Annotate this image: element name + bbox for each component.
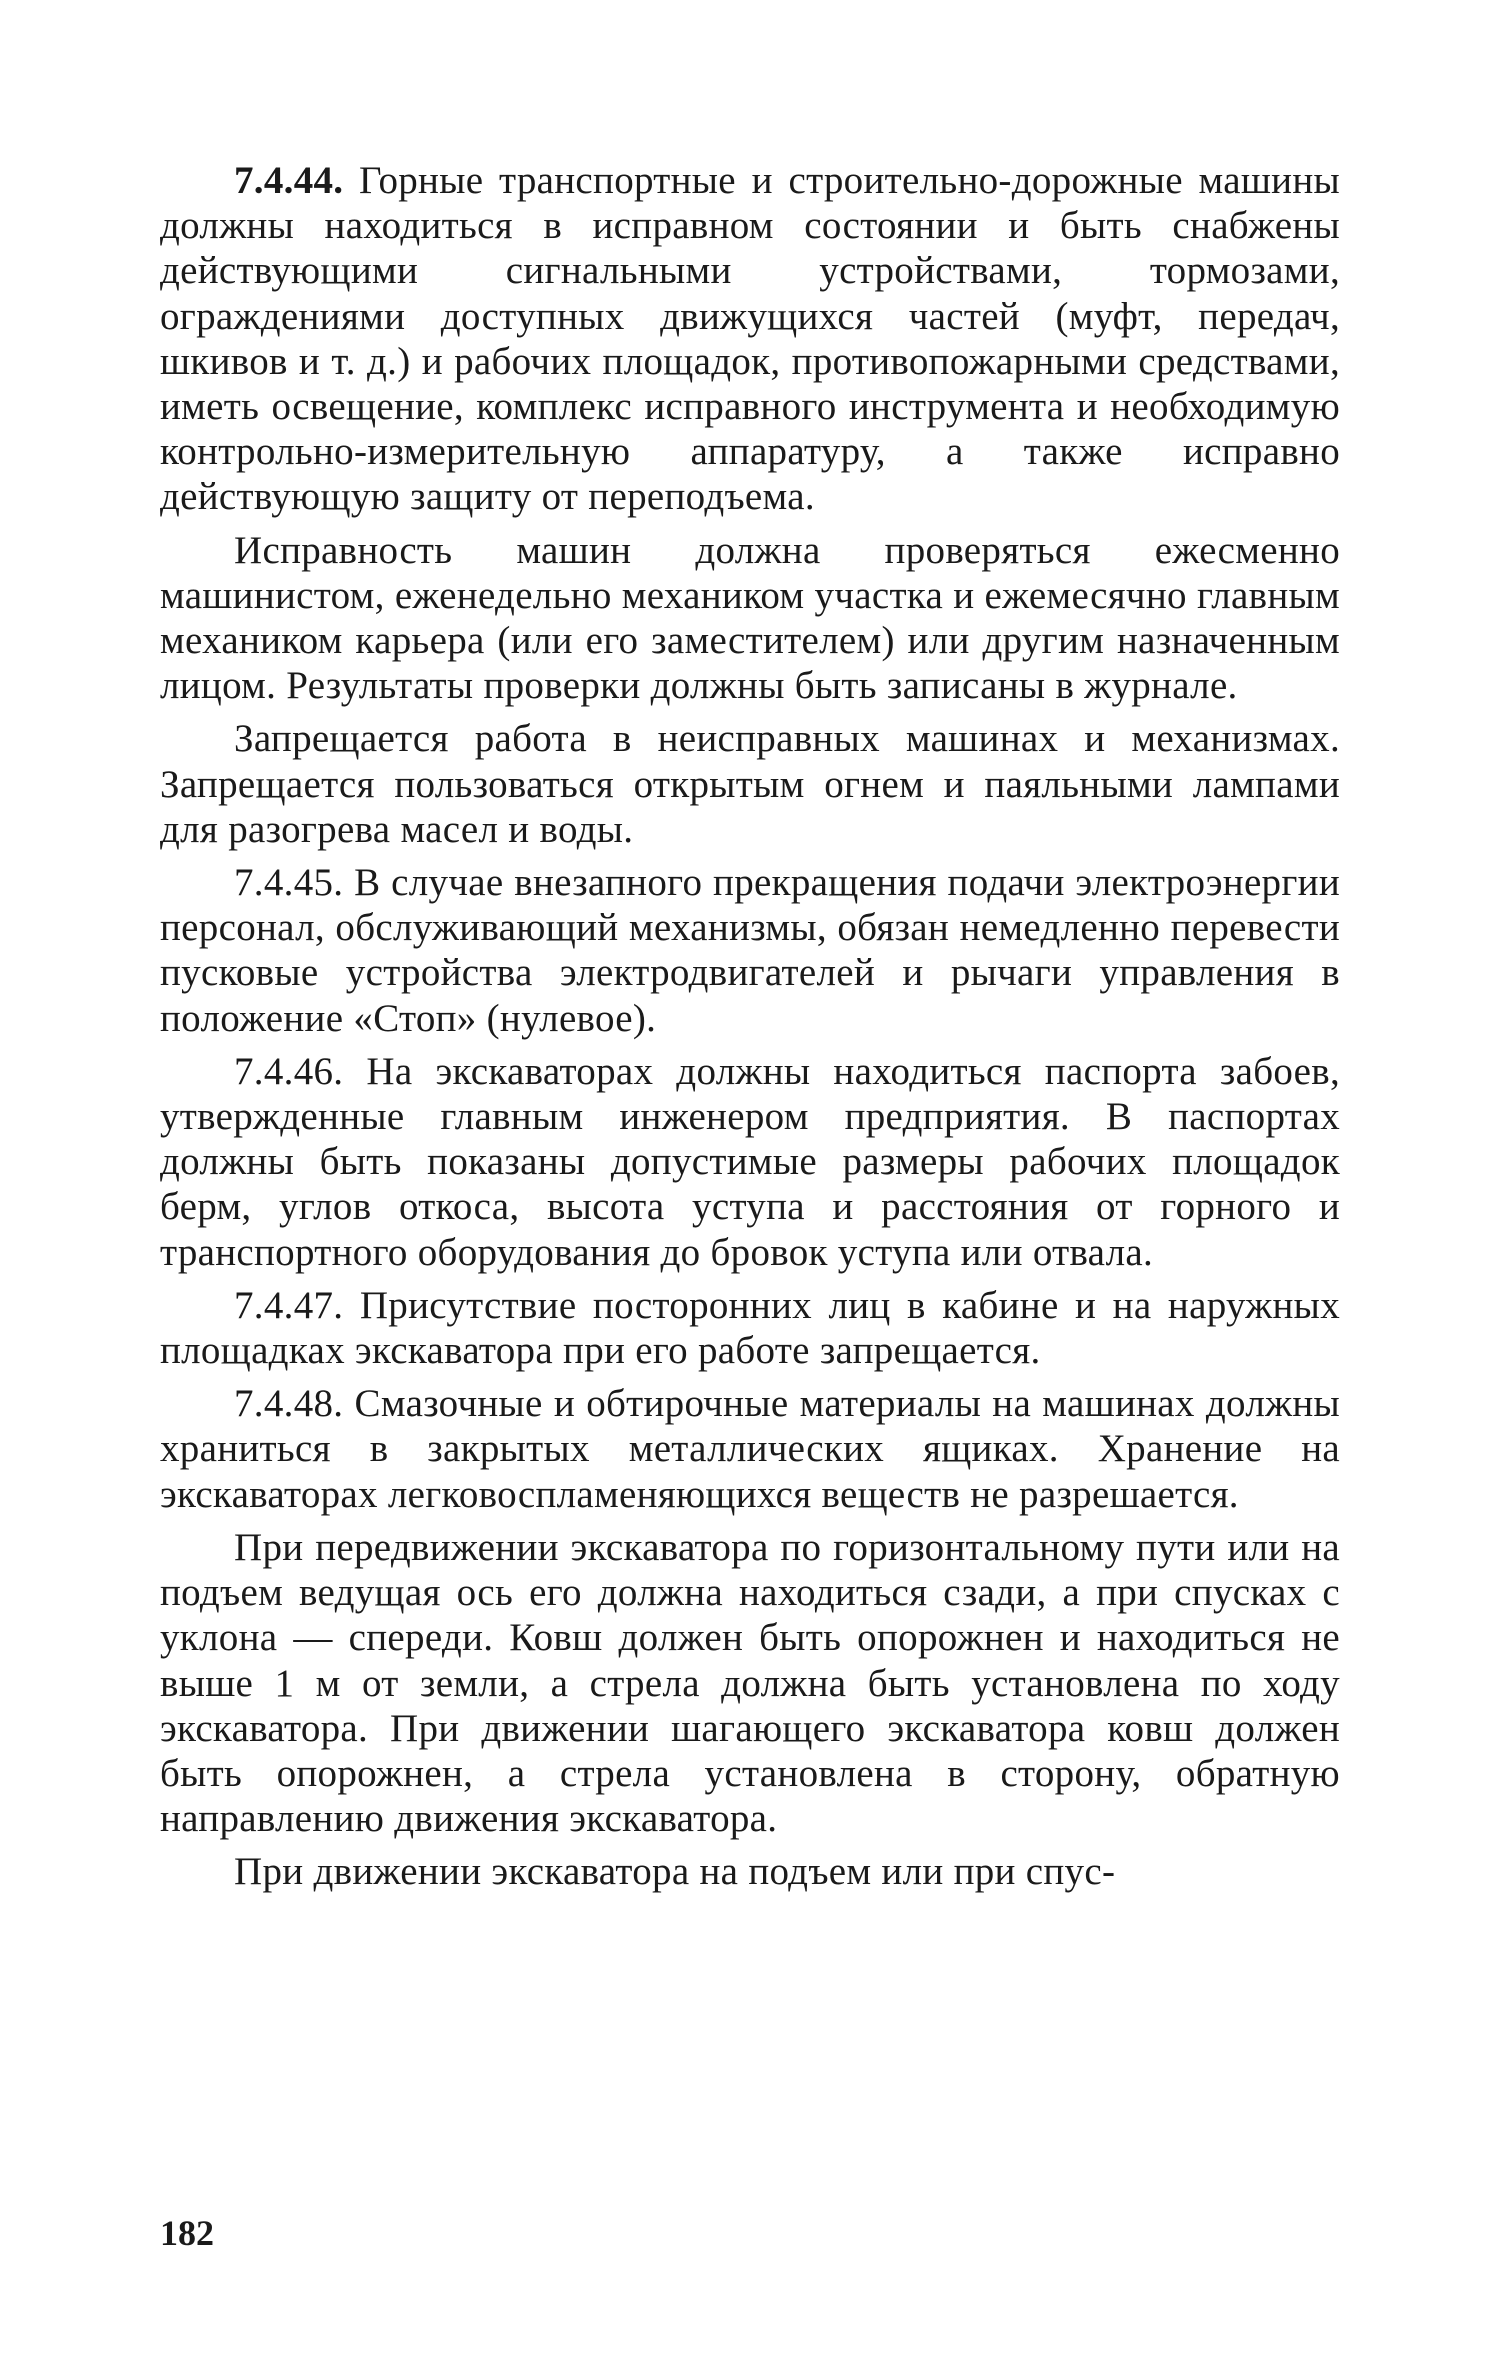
paragraph-text: На экскаваторах должны находиться паспорта забоев, утвержденные главным инженером предприятия. В паспортах должны быть показаны допустимые размеры рабочих площадок берм, углов откоса, высота уступа и расстояния от горного и транспортного оборудования до бровок уступа или отвала. [160, 1049, 1340, 1274]
paragraph-prohibition [160, 716, 1340, 852]
paragraph-text: При движении экскаватора на подъем или при спус- [234, 1850, 1116, 1894]
paragraph-text: В случае внезапного прекращения подачи электроэнергии персонал, обслуживающий механизмы, обязан немедленно перевести пусковые устройства электродвигателей и рычаги управления в положение «Стоп» (нулевое). [160, 861, 1340, 1040]
paragraph-continuation [160, 1849, 1340, 1894]
paragraph-7-4-48 [160, 1381, 1340, 1517]
paragraph-7-4-47 [160, 1283, 1340, 1373]
clause-number: 7.4.46. [234, 1049, 344, 1093]
clause-number: 7.4.45. [234, 861, 344, 905]
paragraph-text: Горные транспортные и строительно-дорожные машины должны находиться в исправном состоянии и быть снабжены действующими сигнальными устройствами, тормозами, ограждениями доступных движущихся частей (муфт, передач, шкивов и т. д.) и рабочих площадок, противопожарными средствами, иметь освещение, комплекс исправного инструмента и необходимую контрольно-измерительную аппаратуру, а также исправно действующую защиту от переподъема. [160, 159, 1340, 519]
paragraph-text: Смазочные и обтирочные материалы на машинах должны храниться в закрытых металлических ящиках. Хранение на экскаваторах легковоспламеняющихся веществ не разрешается. [160, 1382, 1340, 1516]
page-number: 182 [160, 2213, 214, 2253]
paragraph-movement [160, 1525, 1340, 1841]
paragraph-text: Запрещается работа в неисправных машинах и механизмах. Запрещается пользоваться открытым огнем и паяльными лампами для разогрева масел и воды. [160, 717, 1340, 851]
body-text [160, 158, 1340, 1903]
clause-number: 7.4.48. [234, 1382, 344, 1426]
paragraph-text: При передвижении экскаватора по горизонтальному пути или на подъем ведущая ось его должна находиться сзади, а при спусках с уклона — спереди. Ковш должен быть опорожнен и находиться не выше 1 м от земли, а стрела должна быть установлена по ходу экскаватора. При движении шагающего экскаватора ковш должен быть опорожнен, а стрела установлена в сторону, обратную направлению движения экскаватора. [160, 1525, 1340, 1841]
paragraph-text: Исправность машин должна проверяться ежесменно машинистом, еженедельно механиком участка и ежемесячно главным механиком карьера (или его заместителем) или другим назначенным лицом. Результаты проверки должны быть записаны в журнале. [160, 528, 1340, 708]
clause-number: 7.4.47. [234, 1283, 344, 1327]
paragraph-7-4-44 [160, 158, 1340, 520]
clause-number: 7.4.44. [234, 159, 344, 202]
paragraph-inspection [160, 528, 1340, 709]
paragraph-7-4-45 [160, 860, 1340, 1041]
paragraph-7-4-46 [160, 1049, 1340, 1275]
paragraph-text: Присутствие посторонних лиц в кабине и на наружных площадках экскаватора при его работе запрещается. [160, 1283, 1340, 1373]
